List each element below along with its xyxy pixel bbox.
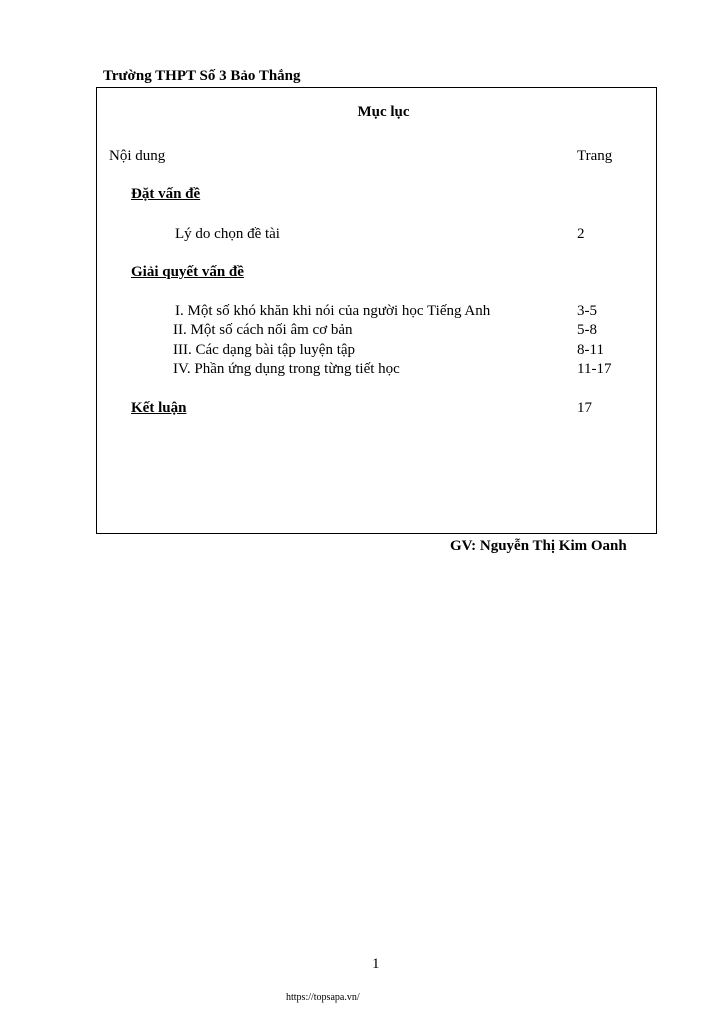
toc-title: Mục lục	[357, 104, 410, 120]
toc-item-page: 3-5	[577, 303, 597, 319]
page-number: 1	[372, 956, 380, 972]
footer-url: https://topsapa.vn/	[286, 992, 360, 1003]
toc-item-page: 17	[577, 400, 592, 416]
toc-column-content: Nội dung	[109, 148, 166, 164]
toc-section-heading: Giải quyết vấn đề	[131, 264, 244, 280]
school-header: Trường THPT Số 3 Bảo Thắng	[103, 68, 301, 84]
toc-section-heading: Kết luận	[131, 400, 187, 416]
toc-item: II. Một số cách nối âm cơ bản	[173, 322, 353, 338]
toc-item: Lý do chọn đề tài	[175, 226, 280, 242]
toc-item: III. Các dạng bài tập luyện tập	[173, 342, 356, 358]
toc-item-page: 5-8	[577, 322, 597, 338]
table-of-contents	[96, 87, 657, 534]
author-signature: GV: Nguyễn Thị Kim Oanh	[450, 538, 627, 554]
toc-item: I. Một số khó khăn khi nói của người học Tiếng Anh	[175, 303, 491, 319]
toc-column-page: Trang	[577, 148, 613, 164]
toc-item-page: 11-17	[577, 361, 612, 377]
toc-section-heading: Đặt vấn đề	[131, 186, 201, 202]
toc-item: IV. Phần ứng dụng trong từng tiết học	[173, 361, 400, 377]
toc-item-page: 2	[577, 226, 585, 242]
toc-item-page: 8-11	[577, 342, 604, 358]
